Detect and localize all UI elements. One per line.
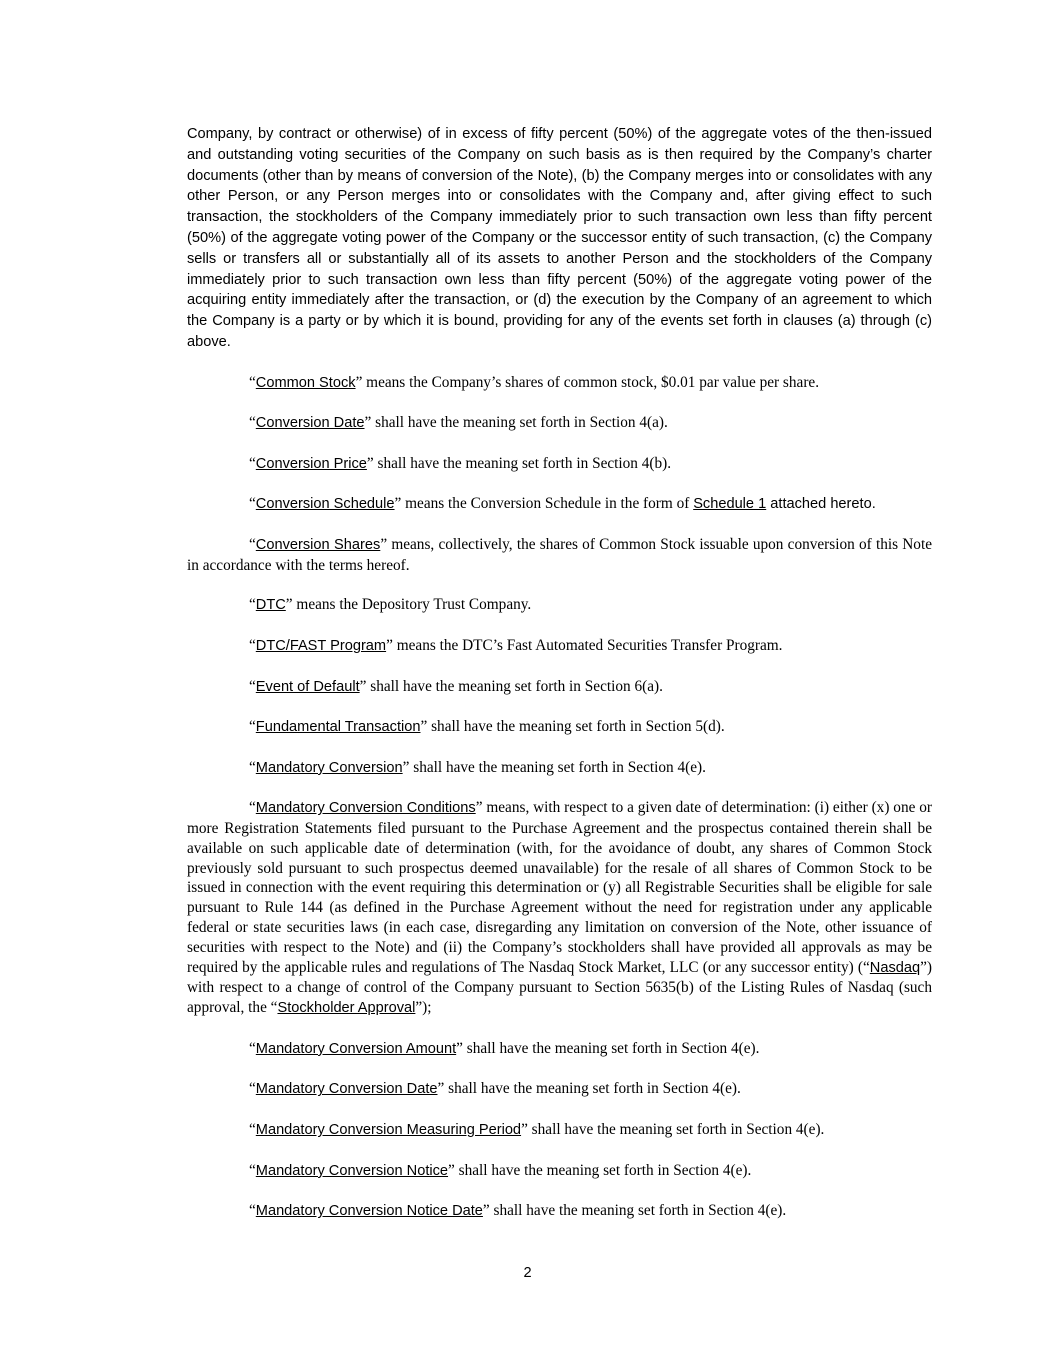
stockholder-approval-term: Stockholder Approval [277,1000,416,1017]
defined-term: Event of Default [255,678,360,695]
defined-term: Mandatory Conversion Conditions [255,800,476,817]
schedule-reference: Schedule 1 [693,496,767,513]
defined-term: Conversion Schedule [255,496,395,513]
definition-conversion-date: “Conversion Date” shall have the meaning set forth in Section 4(a). [249,414,668,432]
definition-common-stock: “Common Stock” means the Company’s shares of common stock, $0.01 par value per share. [249,373,820,391]
definition-conversion-price: “Conversion Price” shall have the meaning set forth in Section 4(b). [249,454,672,472]
defined-term: Mandatory Conversion [255,759,403,776]
defined-term: Conversion Price [255,455,367,472]
defined-term: Mandatory Conversion Notice Date [255,1203,483,1220]
definition-mandatory-conversion-date: “Mandatory Conversion Date” shall have the meaning set forth in Section 4(e). [249,1080,741,1098]
definition-dtc-fast-program: “DTC/FAST Program” means the DTC’s Fast Automated Securities Transfer Program. [249,636,783,654]
definition-dtc: “DTC” means the Depository Trust Company. [249,596,532,614]
defined-term: Mandatory Conversion Notice [255,1162,449,1179]
page-number: 2 [523,1265,532,1281]
definition-conversion-schedule: “Conversion Schedule” means the Conversion Schedule in the form of Schedule 1 attached hereto. [249,495,876,513]
definition-mandatory-conversion: “Mandatory Conversion” shall have the meaning set forth in Section 4(e). [249,758,706,776]
definition-mandatory-conversion-conditions: “Mandatory Conversion Conditions” means, with respect to a given date of determination: (i) either (x) one or more Registration Statements filed pursuant to the Purchase Agreement and the prospectus contained therein shall be available on such applicable date of determination (with, for the avoidance of doubt, any shares of Common Stock previously sold pursuant to such prospectus deemed unavailable) for the resale of all shares of Common Stock to be issued in connection with the event requiring this determination or (y) all Registrable Securities shall be eligible for sale pursuant to Rule 144 (as defined in the Purchase Agreement without the need for registration under any applicable federal or state securities laws (in each case, disregarding any limitation on conversion of the Note, other issuance of securities with respect to the Note) and (ii) the Company’s stockholders shall have provided all approvals as may be required by the applicable rules and regulations of The Nasdaq Stock Market, LLC (or any successor entity) (“Nasdaq”) with respect to a change of control of the Company pursuant to Section 5635(b) of the Listing Rules of Nasdaq (such approval, the “Stockholder Approval”); [187,799,932,1017]
defined-term: Mandatory Conversion Measuring Period [255,1122,522,1139]
defined-term: Common Stock [255,374,356,391]
defined-term: Conversion Date [255,415,365,432]
nasdaq-term: Nasdaq [869,959,921,976]
opening-paragraph: Company, by contract or otherwise) of in excess of fifty percent (50%) of the aggregate votes of the then-issued and outstanding voting securities of the Company on such basis as is then required by the Company’s charter documents (other than by means of conversion of the Note), (b) the Company merges into or consolidates with any other Person, or any Person merges into or consolidates with the Company and, after giving effect to such transaction, the stockholders of the Company immediately prior to such transaction own less than fifty percent (50%) of the aggregate voting power of the Company or the successor entity of such transaction, (c) the Company sells or transfers all or substantially all of its assets to another Person and the stockholders of the Company immediately prior to such transaction own less than fifty percent (50%) of the aggregate voting power of the acquiring entity immediately after the transaction, or (d) the execution by the Company of an agreement to which the Company is a party or by which it is bound, providing for any of the events set forth in clauses (a) through (c) above. [187,126,932,350]
document-page [187,124,932,1242]
definition-mandatory-conversion-notice-date: “Mandatory Conversion Notice Date” shall have the meaning set forth in Section 4(e). [249,1202,787,1220]
definition-mandatory-conversion-notice: “Mandatory Conversion Notice” shall have the meaning set forth in Section 4(e). [249,1161,752,1179]
definition-conversion-shares: “Conversion Shares” means, collectively, the shares of Common Stock issuable upon conversion of this Note in accordance with the terms hereof. [187,535,932,574]
definition-mandatory-conversion-amount: “Mandatory Conversion Amount” shall have the meaning set forth in Section 4(e). [249,1039,760,1057]
defined-term: DTC/FAST Program [255,637,387,654]
defined-term: Mandatory Conversion Amount [255,1040,457,1057]
defined-term: Conversion Shares [255,536,381,553]
defined-term: DTC [255,597,286,614]
defined-term: Mandatory Conversion Date [255,1081,438,1098]
definition-mandatory-conversion-measuring-period: “Mandatory Conversion Measuring Period” shall have the meaning set forth in Section 4(e). [249,1121,825,1139]
definition-fundamental-transaction: “Fundamental Transaction” shall have the meaning set forth in Section 5(d). [249,718,725,736]
definition-event-of-default: “Event of Default” shall have the meaning set forth in Section 6(a). [249,677,663,695]
defined-term: Fundamental Transaction [255,719,421,736]
